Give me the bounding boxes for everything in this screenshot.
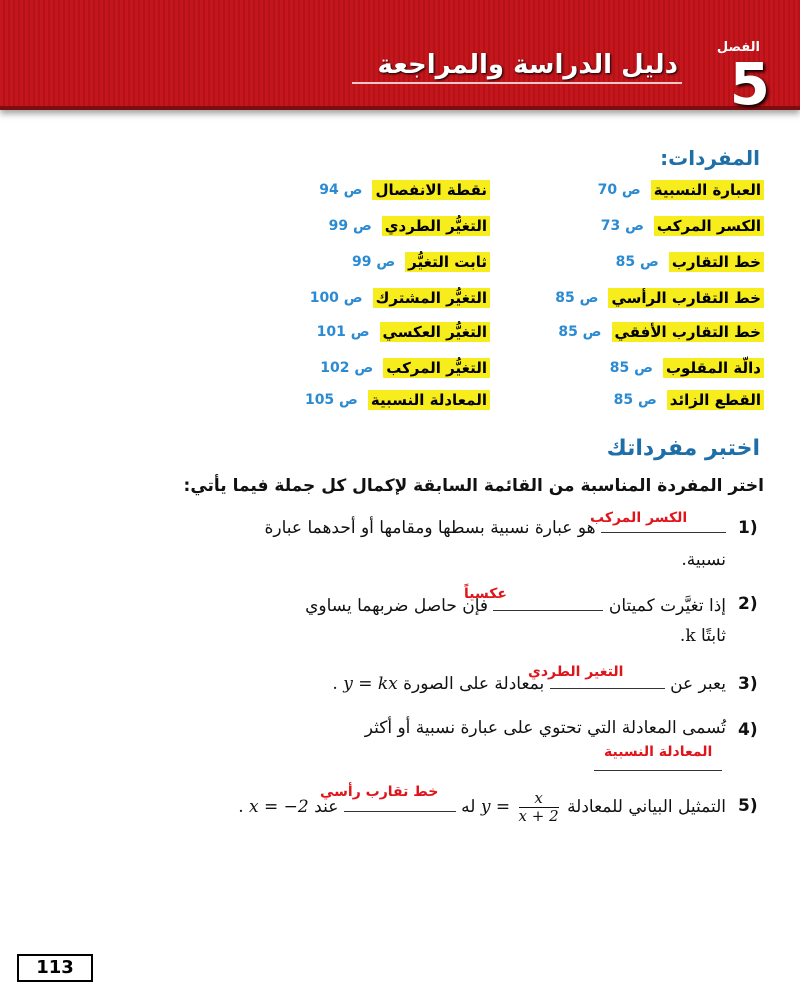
vocab-item: التغيُّر العكسي ص 101 — [317, 322, 490, 342]
quiz-heading: اختبر مفرداتك — [606, 436, 760, 461]
vocab-item: الكسر المركب ص 73 — [601, 216, 764, 236]
chapter-banner — [0, 0, 800, 118]
vocab-item: نقطة الانفصال ص 94 — [319, 180, 490, 200]
vocab-item: دالّة المقلوب ص 85 — [610, 358, 764, 378]
question-2-line2: ثابتًا k. — [679, 626, 726, 646]
page-number: 113 — [17, 954, 93, 982]
quiz-instruction: اختر المفردة المناسبة من القائمة السابقة لإكمال كل جملة فيما يأتي: — [183, 476, 764, 496]
vocab-item: التغيُّر الطردي ص 99 — [329, 216, 490, 236]
vocab-item: المعادلة النسبية ص 105 — [305, 390, 490, 410]
question-number: 1) — [738, 518, 758, 538]
question-1-line2: نسبية. — [681, 550, 726, 570]
fraction: $\frac{x}{x + 2}$ — [518, 789, 559, 825]
question-number: 5) — [738, 796, 758, 816]
answer-text: المعادلة النسبية — [604, 744, 713, 760]
equation: y = kx — [343, 674, 398, 694]
question-5: التمثيل البياني للمعادلة $\frac{x}{x + 2}$ y = له عند x = −2 . — [238, 789, 726, 825]
question-number: 4) — [738, 720, 758, 740]
question-number: 2) — [738, 594, 758, 614]
page-title: دليل الدراسة والمراجعة — [377, 50, 678, 80]
answer-text: التغير الطردي — [528, 664, 624, 680]
chapter-number: 5 — [729, 50, 770, 118]
vocab-item: خط التقارب الأفقي ص 85 — [558, 322, 764, 342]
answer-blank — [550, 674, 665, 689]
answer-text: الكسر المركب — [590, 510, 688, 526]
chapter-label: الفصل — [716, 40, 760, 55]
vocab-item: القطع الزائد ص 85 — [614, 390, 764, 410]
answer-text: عكسياً — [464, 586, 507, 602]
question-1: هو عبارة نسبية بسطها ومقامها أو أحدهما عبارة — [186, 512, 726, 544]
question-2: إذا تغيَّرت كميتان فإن حاصل ضربهما يساوي — [305, 596, 726, 616]
vocab-item: التغيُّر المشترك ص 100 — [310, 288, 490, 308]
answer-blank — [601, 518, 726, 533]
vocab-item: خط التقارب الرأسي ص 85 — [555, 288, 764, 308]
vocab-item: العبارة النسبية ص 70 — [598, 180, 764, 200]
question-number: 3) — [738, 674, 758, 694]
vocab-item: ثابت التغيُّر ص 99 — [352, 252, 490, 272]
answer-blank — [344, 797, 456, 812]
question-4: تُسمى المعادلة التي تحتوي على عبارة نسبية أو أكثر — [364, 718, 726, 738]
question-3: يعبر عن بمعادلة على الصورة y = kx . — [332, 674, 726, 694]
answer-blank — [594, 756, 722, 771]
title-underline — [352, 82, 682, 84]
answer-text: خط تقارب رأسي — [320, 784, 439, 800]
answer-blank — [493, 596, 603, 611]
vocab-item: التغيُّر المركب ص 102 — [320, 358, 490, 378]
vocabulary-heading: المفردات: — [660, 146, 760, 170]
vocab-item: خط التقارب ص 85 — [616, 252, 764, 272]
